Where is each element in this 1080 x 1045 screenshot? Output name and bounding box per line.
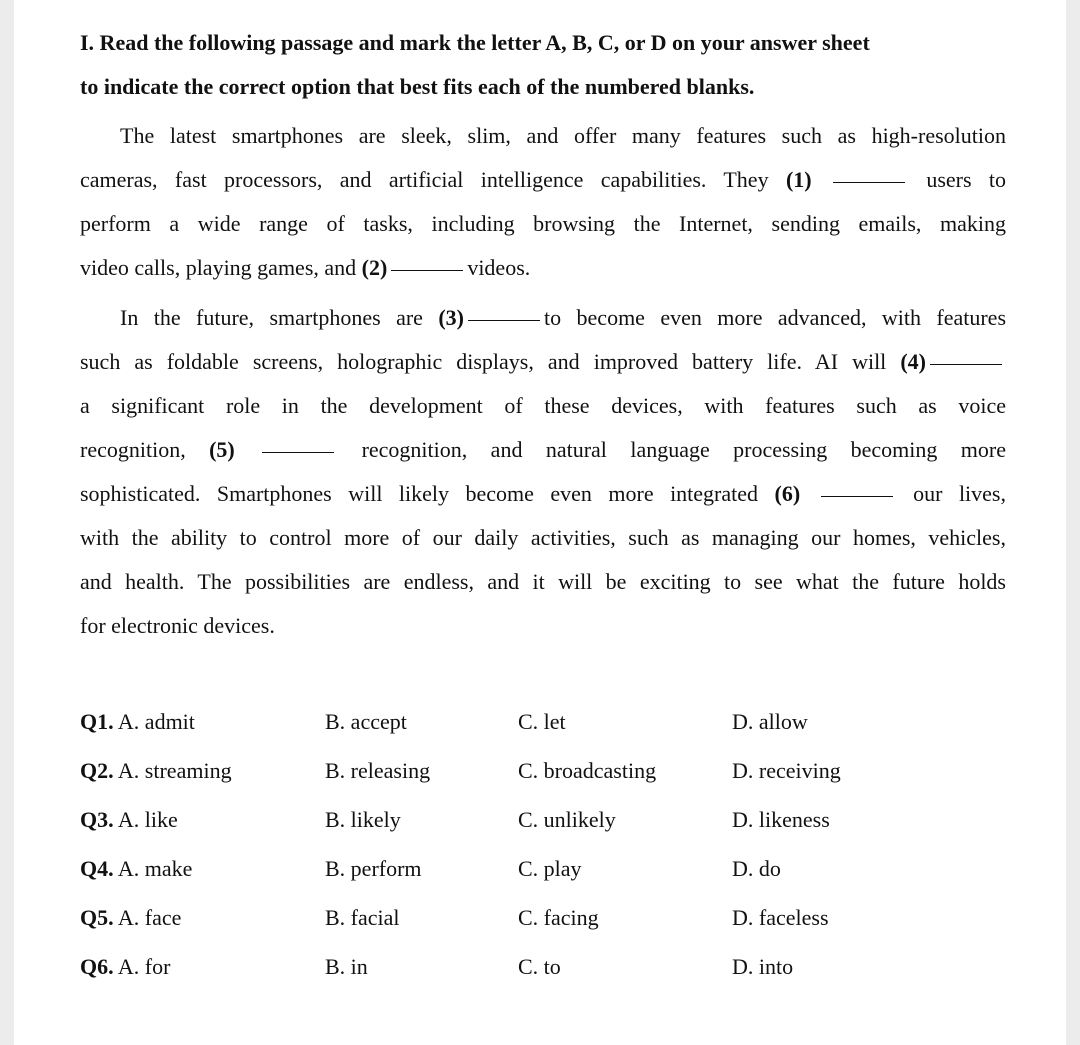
question-row-2 xyxy=(80,749,1006,798)
option-d: D. likeness xyxy=(732,807,830,832)
blank-5 xyxy=(262,451,334,453)
option-a: Q3. A. like xyxy=(80,807,178,832)
passage-line: perform a wide range of tasks, including browsing the Internet, sending emails, making xyxy=(80,211,1006,236)
passage-line: for electronic devices. xyxy=(80,613,275,638)
option-b: B. perform xyxy=(325,856,422,881)
passage-line: cameras, fast processors, and artificial intelligence capabilities. They (1) users to xyxy=(80,167,1006,192)
question-number: Q4. xyxy=(80,856,114,881)
passage-line: In the future, smartphones are (3) to become even more advanced, with features xyxy=(120,305,1007,330)
blank-number-1: (1) xyxy=(785,167,812,192)
option-c: C. broadcasting xyxy=(518,758,657,783)
blank-number-3: (3) xyxy=(438,305,465,330)
blank-6 xyxy=(821,495,893,497)
passage-line: and health. The possibilities are endless, and it will be exciting to see what the future holds xyxy=(80,569,1006,594)
question-row-1 xyxy=(80,700,1006,749)
passage-line: with the ability to control more of our daily activities, such as managing our homes, vehicles, xyxy=(80,525,1006,550)
option-d: D. receiving xyxy=(732,758,841,783)
heading-line-2: to indicate the correct option that best fits each of the numbered blanks. xyxy=(80,74,755,99)
passage-paragraph-2 xyxy=(80,296,1006,648)
passage-line: sophisticated. Smartphones will likely become even more integrated (6) our lives, xyxy=(80,481,1006,506)
question-row-4 xyxy=(80,847,1006,896)
option-b: B. likely xyxy=(325,807,401,832)
option-b: B. releasing xyxy=(325,758,431,783)
question-number: Q5. xyxy=(80,905,114,930)
option-b: B. accept xyxy=(325,709,407,734)
document-page xyxy=(14,0,1066,1045)
passage-line: recognition, (5) recognition, and natural language processing becoming more xyxy=(80,437,1006,462)
option-c: C. to xyxy=(518,954,561,979)
option-c: C. let xyxy=(518,709,566,734)
blank-2 xyxy=(391,269,463,271)
question-number: Q2. xyxy=(80,758,114,783)
option-d: D. do xyxy=(732,856,781,881)
option-a: Q5. A. face xyxy=(80,905,182,930)
option-d: D. allow xyxy=(732,709,808,734)
blank-number-6: (6) xyxy=(774,481,801,506)
question-row-6 xyxy=(80,945,1006,994)
blank-4 xyxy=(930,363,1002,365)
question-row-3 xyxy=(80,798,1006,847)
option-c: C. unlikely xyxy=(518,807,616,832)
blank-3 xyxy=(468,319,540,321)
option-c: C. facing xyxy=(518,905,599,930)
answer-options xyxy=(80,700,1006,994)
question-number: Q1. xyxy=(80,709,114,734)
heading-line-1: I. Read the following passage and mark the letter A, B, C, or D on your answer sheet xyxy=(80,30,870,55)
option-a: Q4. A. make xyxy=(80,856,193,881)
passage-line: video calls, playing games, and (2) videos. xyxy=(80,255,531,280)
question-row-5 xyxy=(80,896,1006,945)
blank-number-5: (5) xyxy=(209,437,235,462)
option-a: Q1. A. admit xyxy=(80,709,195,734)
question-number: Q3. xyxy=(80,807,114,832)
blank-number-2: (2) xyxy=(361,255,388,280)
option-d: D. faceless xyxy=(732,905,829,930)
blank-1 xyxy=(833,181,905,183)
passage-line: such as foldable screens, holographic displays, and improved battery life. AI will (4) xyxy=(80,340,1006,384)
option-a: Q6. A. for xyxy=(80,954,171,979)
passage-line: a significant role in the development of these devices, with features such as voice xyxy=(80,393,1006,418)
section-heading xyxy=(80,21,1006,109)
passage-line: The latest smartphones are sleek, slim, and offer many features such as high-resolution xyxy=(120,123,1006,148)
option-d: D. into xyxy=(732,954,794,979)
option-a: Q2. A. streaming xyxy=(80,758,232,783)
passage-paragraph-1 xyxy=(80,114,1006,290)
option-b: B. facial xyxy=(325,905,400,930)
question-number: Q6. xyxy=(80,954,114,979)
option-c: C. play xyxy=(518,856,582,881)
option-b: B. in xyxy=(325,954,368,979)
blank-number-4: (4) xyxy=(900,349,927,374)
